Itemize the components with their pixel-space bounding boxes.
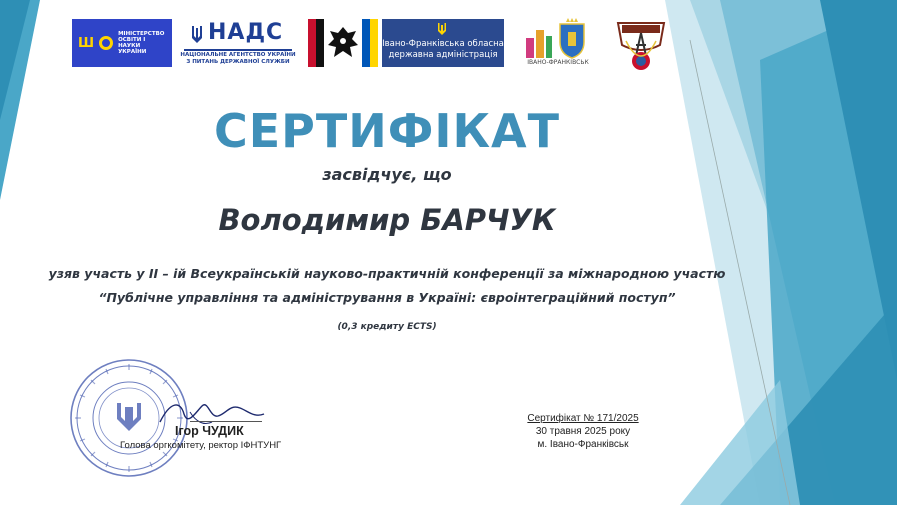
oda-logo-text: Івано-Франківська обласна державна адміністрація bbox=[382, 39, 504, 60]
city-logo bbox=[522, 18, 594, 70]
divider bbox=[184, 49, 292, 51]
certificate-title: СЕРТИФІКАТ bbox=[213, 104, 561, 158]
nads-name: НАДС bbox=[208, 20, 284, 45]
nads-subtitle: НАЦІОНАЛЬНЕ АГЕНТСТВО УКРАЇНИ З ПИТАНЬ ДЕРЖАВНОЇ СЛУЖБИ bbox=[180, 52, 296, 65]
nads-logo bbox=[180, 18, 296, 68]
signer-name: Ігор ЧУДИК bbox=[175, 424, 244, 438]
ring-icon bbox=[99, 36, 113, 50]
issue-date: 30 травня 2025 року bbox=[535, 426, 631, 437]
certificate-number: Сертифікат № 171/2025 bbox=[527, 413, 639, 424]
oda-logo bbox=[382, 19, 504, 67]
trident-icon bbox=[437, 22, 447, 36]
city-coat-of-arms-icon bbox=[522, 18, 594, 60]
signer-role: Голова оргкомітету, ректор ІФНТУНГ bbox=[120, 440, 282, 451]
signature-line bbox=[190, 421, 262, 422]
ministry-logo-text: МІНІСТЕРСТВО ОСВІТИ І НАУКИ УКРАЇНИ bbox=[118, 31, 165, 55]
university-logo bbox=[612, 15, 670, 75]
logo-bar bbox=[0, 0, 897, 80]
trident-icon bbox=[190, 24, 204, 46]
certificate-info bbox=[500, 412, 666, 451]
issue-place: м. Івано-Франківськ bbox=[537, 439, 629, 450]
trident-icon: Ш bbox=[78, 35, 95, 51]
certifies-text: засвідчує, що bbox=[322, 165, 452, 184]
conference-title: “Публічне управління та адміністрування в Україні: євроінтеграційний поступ” bbox=[98, 290, 676, 305]
recipient-name: Володимир БАРЧУК bbox=[218, 203, 556, 237]
participation-text: узяв участь у ІІ – ій Всеукраїнській науково-практичній конференції за міжнародною участю bbox=[48, 266, 726, 281]
regional-flag-logo bbox=[308, 19, 378, 67]
credits-text: (0,3 кредиту ECTS) bbox=[337, 322, 437, 332]
ministry-logo bbox=[72, 19, 172, 67]
city-logo-caption: ІВАНО-ФРАНКІВСЬК bbox=[527, 59, 589, 66]
